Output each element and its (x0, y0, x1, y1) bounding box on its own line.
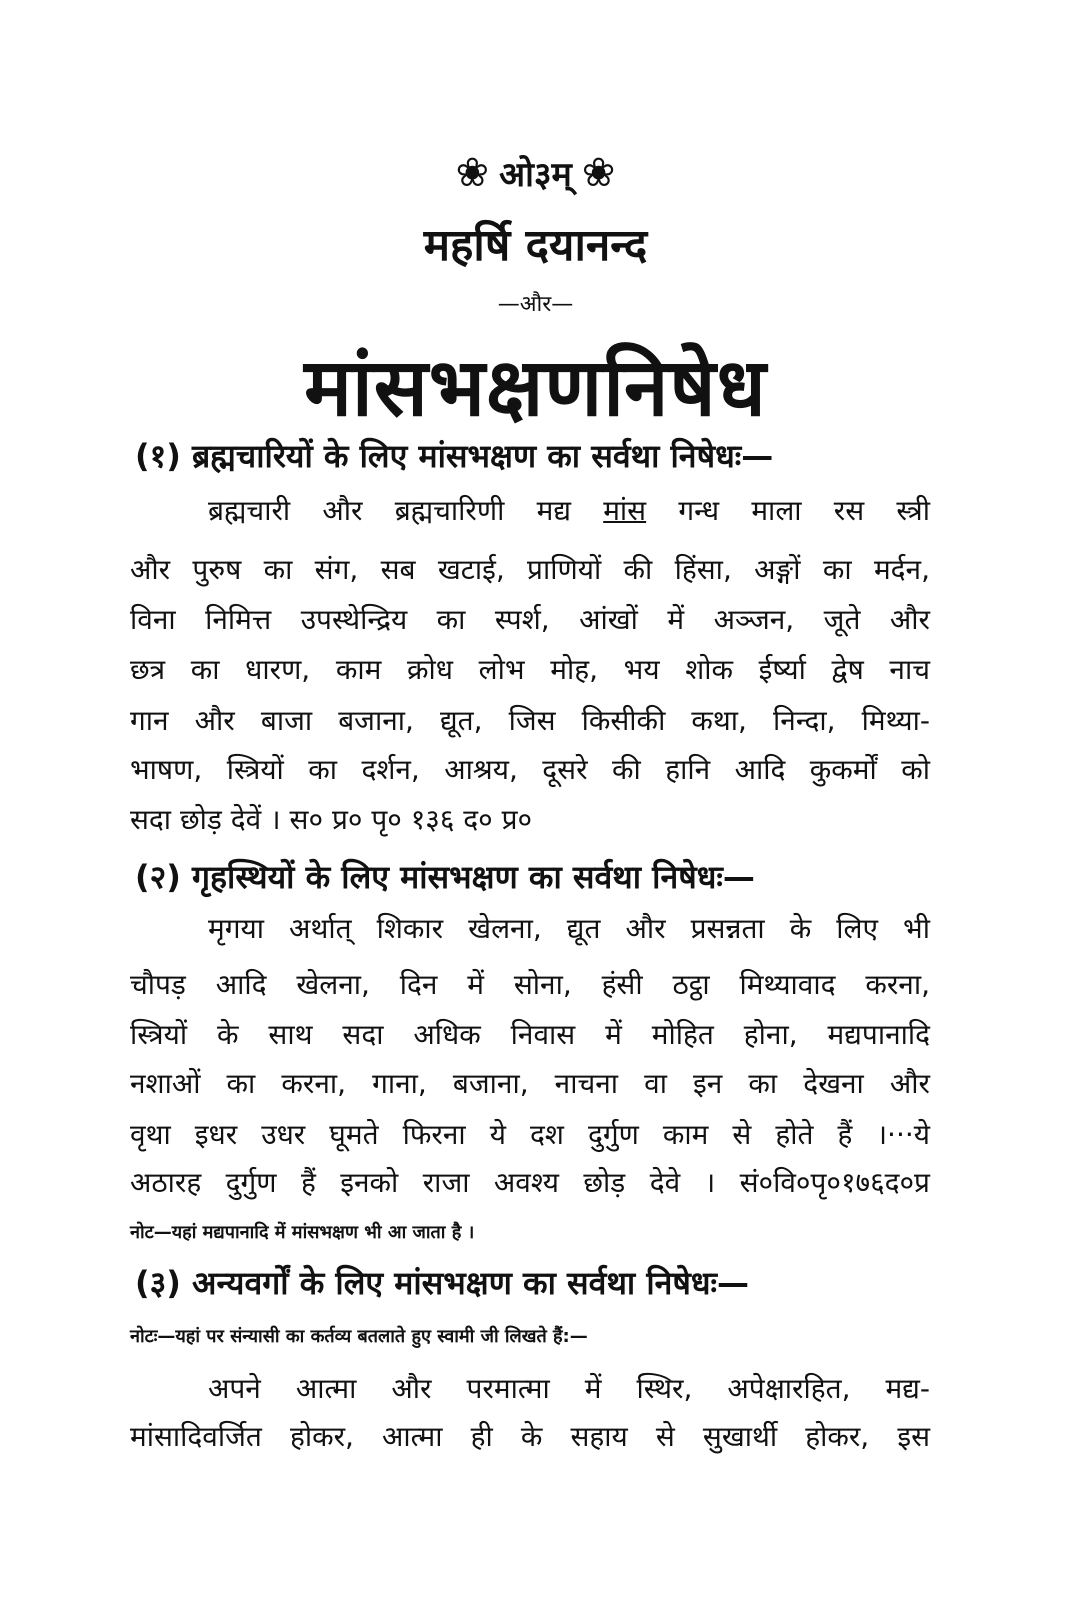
underlined-word: मांस (603, 494, 647, 527)
section-1-line: गान और बाजा बजाना, द्यूत, जिस किसीकी कथा, निन्दा, मिथ्या- (130, 704, 930, 737)
section-1-line: सदा छोड़ देवें । स० प्र० पृ० १३६ द० प्र० (130, 803, 533, 836)
section-3-note: नोटः—यहां पर संन्यासी का कर्तव्य बतलाते हुए स्वामी जी लिखते हैं:— (130, 1326, 588, 1347)
section-1-line: छत्र का धारण, काम क्रोध लोभ मोह, भय शोक ईर्ष्या द्वेष नाच (130, 653, 930, 686)
section-1-line (208, 494, 930, 528)
section-1-line: और पुरुष का संग, सब खटाई, प्राणियों की हिंसा, अङ्गों का मर्दन, (130, 553, 930, 586)
section-3-line: मांसादिवर्जित होकर, आत्मा ही के सहाय से सुखार्थी होकर, इस (130, 1420, 930, 1453)
section-2-line: स्त्रियों के साथ सदा अधिक निवास में मोहित होना, मद्यपानादि (130, 1018, 930, 1051)
main-title: मांसभक्षणनिषेध (304, 341, 767, 434)
section-2-heading: (२) गृहस्थियों के लिए मांसभक्षण का सर्वथा निषेधः— (135, 858, 755, 896)
section-1-line: विना निमित्त उपस्थेन्द्रिय का स्पर्श, आंखों में अञ्जन, जूते और (130, 603, 930, 636)
om-text: ओ३म् (499, 155, 572, 195)
title-conjunction: —और— (497, 292, 574, 317)
om-header (0, 150, 1071, 196)
section-2-note: नोट—यहां मद्यपानादि में मांसभक्षण भी आ जाता है । (130, 1222, 475, 1243)
section-3-heading: (३) अन्यवर्गों के लिए मांसभक्षण का सर्वथा निषेधः— (135, 1264, 750, 1302)
section-2-line: नशाओं का करना, गाना, बजाना, नाचना वा इन का देखना और (130, 1067, 930, 1100)
title-maharshi-dayanand: महर्षि दयानन्द (423, 220, 648, 271)
section-2-line: वृथा इधर उधर घूमते फिरना ये दश दुर्गुण काम से होते हैं ।···ये (130, 1118, 930, 1151)
section-2-line: चौपड़ आदि खेलना, दिन में सोना, हंसी ठट्ठा मिथ्यावाद करना, (130, 968, 930, 1001)
section-2-line: मृगया अर्थात् शिकार खेलना, द्यूत और प्रसन्नता के लिए भी (208, 912, 930, 945)
text-span: गन्ध माला रस स्त्री (646, 494, 930, 527)
flower-icon: ❀ (455, 150, 490, 196)
section-3-line: अपने आत्मा और परमात्मा में स्थिर, अपेक्षारहित, मद्य- (208, 1372, 930, 1405)
flower-icon: ❀ (581, 150, 616, 196)
section-1-line: भाषण, स्त्रियों का दर्शन, आश्रय, दूसरे की हानि आदि कुकर्मों को (130, 753, 930, 786)
text-span: ब्रह्मचारी और ब्रह्मचारिणी मद्य (208, 494, 604, 527)
section-1-heading: (१) ब्रह्मचारियों के लिए मांसभक्षण का सर्वथा निषेधः— (135, 437, 774, 475)
section-2-line: अठारह दुर्गुण हैं इनको राजा अवश्य छोड़ देवे । सं०वि०पृ०१७६द०प्र (130, 1166, 930, 1199)
